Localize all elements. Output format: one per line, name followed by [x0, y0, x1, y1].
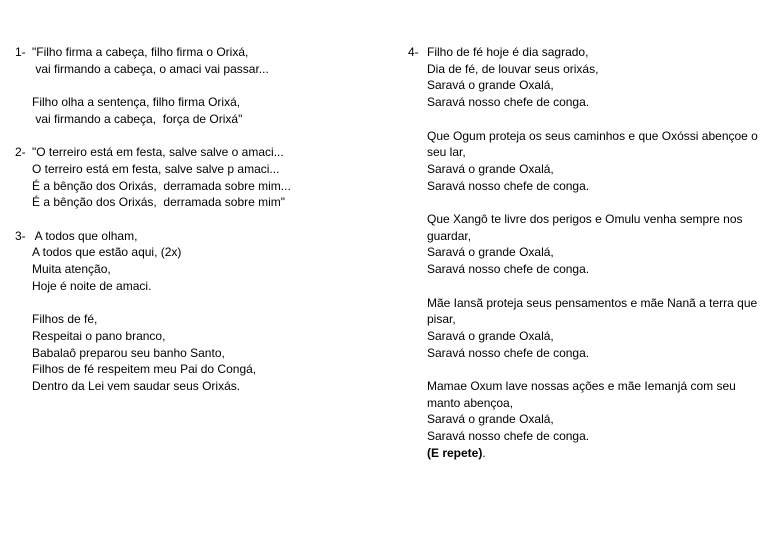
lyric-line: Saravá o grande Oxalá, [427, 245, 554, 260]
stanza-3 [427, 211, 760, 278]
lyric-line: Saravá nosso chefe de conga. [427, 262, 590, 277]
lyric-line: Saravá o grande Oxalá, [427, 412, 554, 427]
stanza-break [427, 194, 760, 211]
song-number: 4- [408, 45, 419, 59]
lyric-line: "Filho firma a cabeça, filho firma o Orixá, [32, 45, 249, 59]
stanza-2 [427, 128, 760, 195]
stanza-1 [427, 44, 760, 111]
lyric-line: Saravá nosso chefe de conga. [427, 95, 590, 110]
lyric-line: Filho de fé hoje é dia sagrado, [427, 45, 589, 59]
song-break [15, 211, 375, 228]
song-4 [408, 44, 760, 462]
repeat-period: . [482, 445, 486, 460]
lyric-line: A todos que olham, [32, 228, 138, 243]
lyric-line: Saravá o grande Oxalá, [427, 161, 554, 176]
lyric-line: Saravá nosso chefe de conga. [427, 429, 590, 444]
lyric-line: Saravá nosso chefe de conga. [427, 178, 590, 193]
lyric-line: vai firmando a cabeça, força de Orixá" [32, 111, 243, 126]
song-3 [15, 228, 375, 395]
lyric-line: Mãe Iansã proteja seus pensamentos e mãe Nanã a terra que pisar, [427, 295, 758, 327]
song-lyrics [32, 144, 375, 211]
song-lyrics [32, 228, 375, 395]
lyric-line: vai firmando a cabeça, o amaci vai passar... [32, 61, 269, 76]
lyric-line: A todos que estão aqui, (2x) [32, 245, 182, 260]
stanza-break [427, 361, 760, 378]
lyric-line: O terreiro está em festa, salve salve p amaci... [32, 161, 280, 176]
song-2 [15, 144, 375, 211]
stanza-break [427, 278, 760, 295]
lyric-line: Que Xangô te livre dos perigos e Omulu venha sempre nos guardar, [427, 212, 743, 243]
lyric-line: Filhos de fé respeitem meu Pai do Congá, [32, 362, 257, 377]
right-column [408, 44, 760, 462]
lyric-line: Mamae Oxum lave nossas ações e mãe Iemanjá com seu manto abençoa, [427, 379, 736, 410]
left-column [15, 44, 375, 395]
lyric-line: Babalaô preparou seu banho Santo, [32, 345, 225, 360]
lyric-line: É a bênção dos Orixás, derramada sobre mim" [32, 195, 286, 210]
stanza-4 [427, 295, 760, 362]
lyric-line: Saravá o grande Oxalá, [427, 328, 554, 343]
stanza-break [427, 111, 760, 128]
lyric-line: É a bênção dos Orixás, derramada sobre mim... [32, 178, 291, 193]
stanza-break [32, 295, 375, 312]
song-1 [15, 44, 375, 128]
repeat-label: (E repete) [427, 445, 483, 460]
lyric-line: Saravá nosso chefe de conga. [427, 345, 590, 360]
repeat-instruction [427, 445, 760, 462]
song-lyrics [427, 44, 760, 462]
stanza-break [32, 77, 375, 94]
lyric-line: Filhos de fé, [32, 312, 98, 327]
lyric-line: Hoje é noite de amaci. [32, 278, 152, 293]
song-number: 3- [15, 228, 26, 243]
song-number: 1- [15, 45, 26, 59]
lyric-line: Que Ogum proteja os seus caminhos e que Oxóssi abençoe o seu lar, [427, 128, 758, 160]
lyric-line: "O terreiro está em festa, salve salve o amaci... [32, 145, 284, 160]
lyric-line: Dentro da Lei vem saudar seus Orixás. [32, 379, 241, 393]
lyric-line: Muita atenção, [32, 262, 111, 277]
song-break [15, 128, 375, 145]
song-lyrics [32, 44, 375, 128]
lyric-line: Filho olha a sentença, filho firma Orixá, [32, 95, 241, 110]
lyric-line: Dia de fé, de louvar seus orixás, [427, 61, 599, 76]
lyric-line: Respeitai o pano branco, [32, 328, 166, 343]
song-number: 2- [15, 145, 26, 160]
lyric-line: Saravá o grande Oxalá, [427, 78, 554, 93]
stanza-5 [427, 378, 760, 462]
